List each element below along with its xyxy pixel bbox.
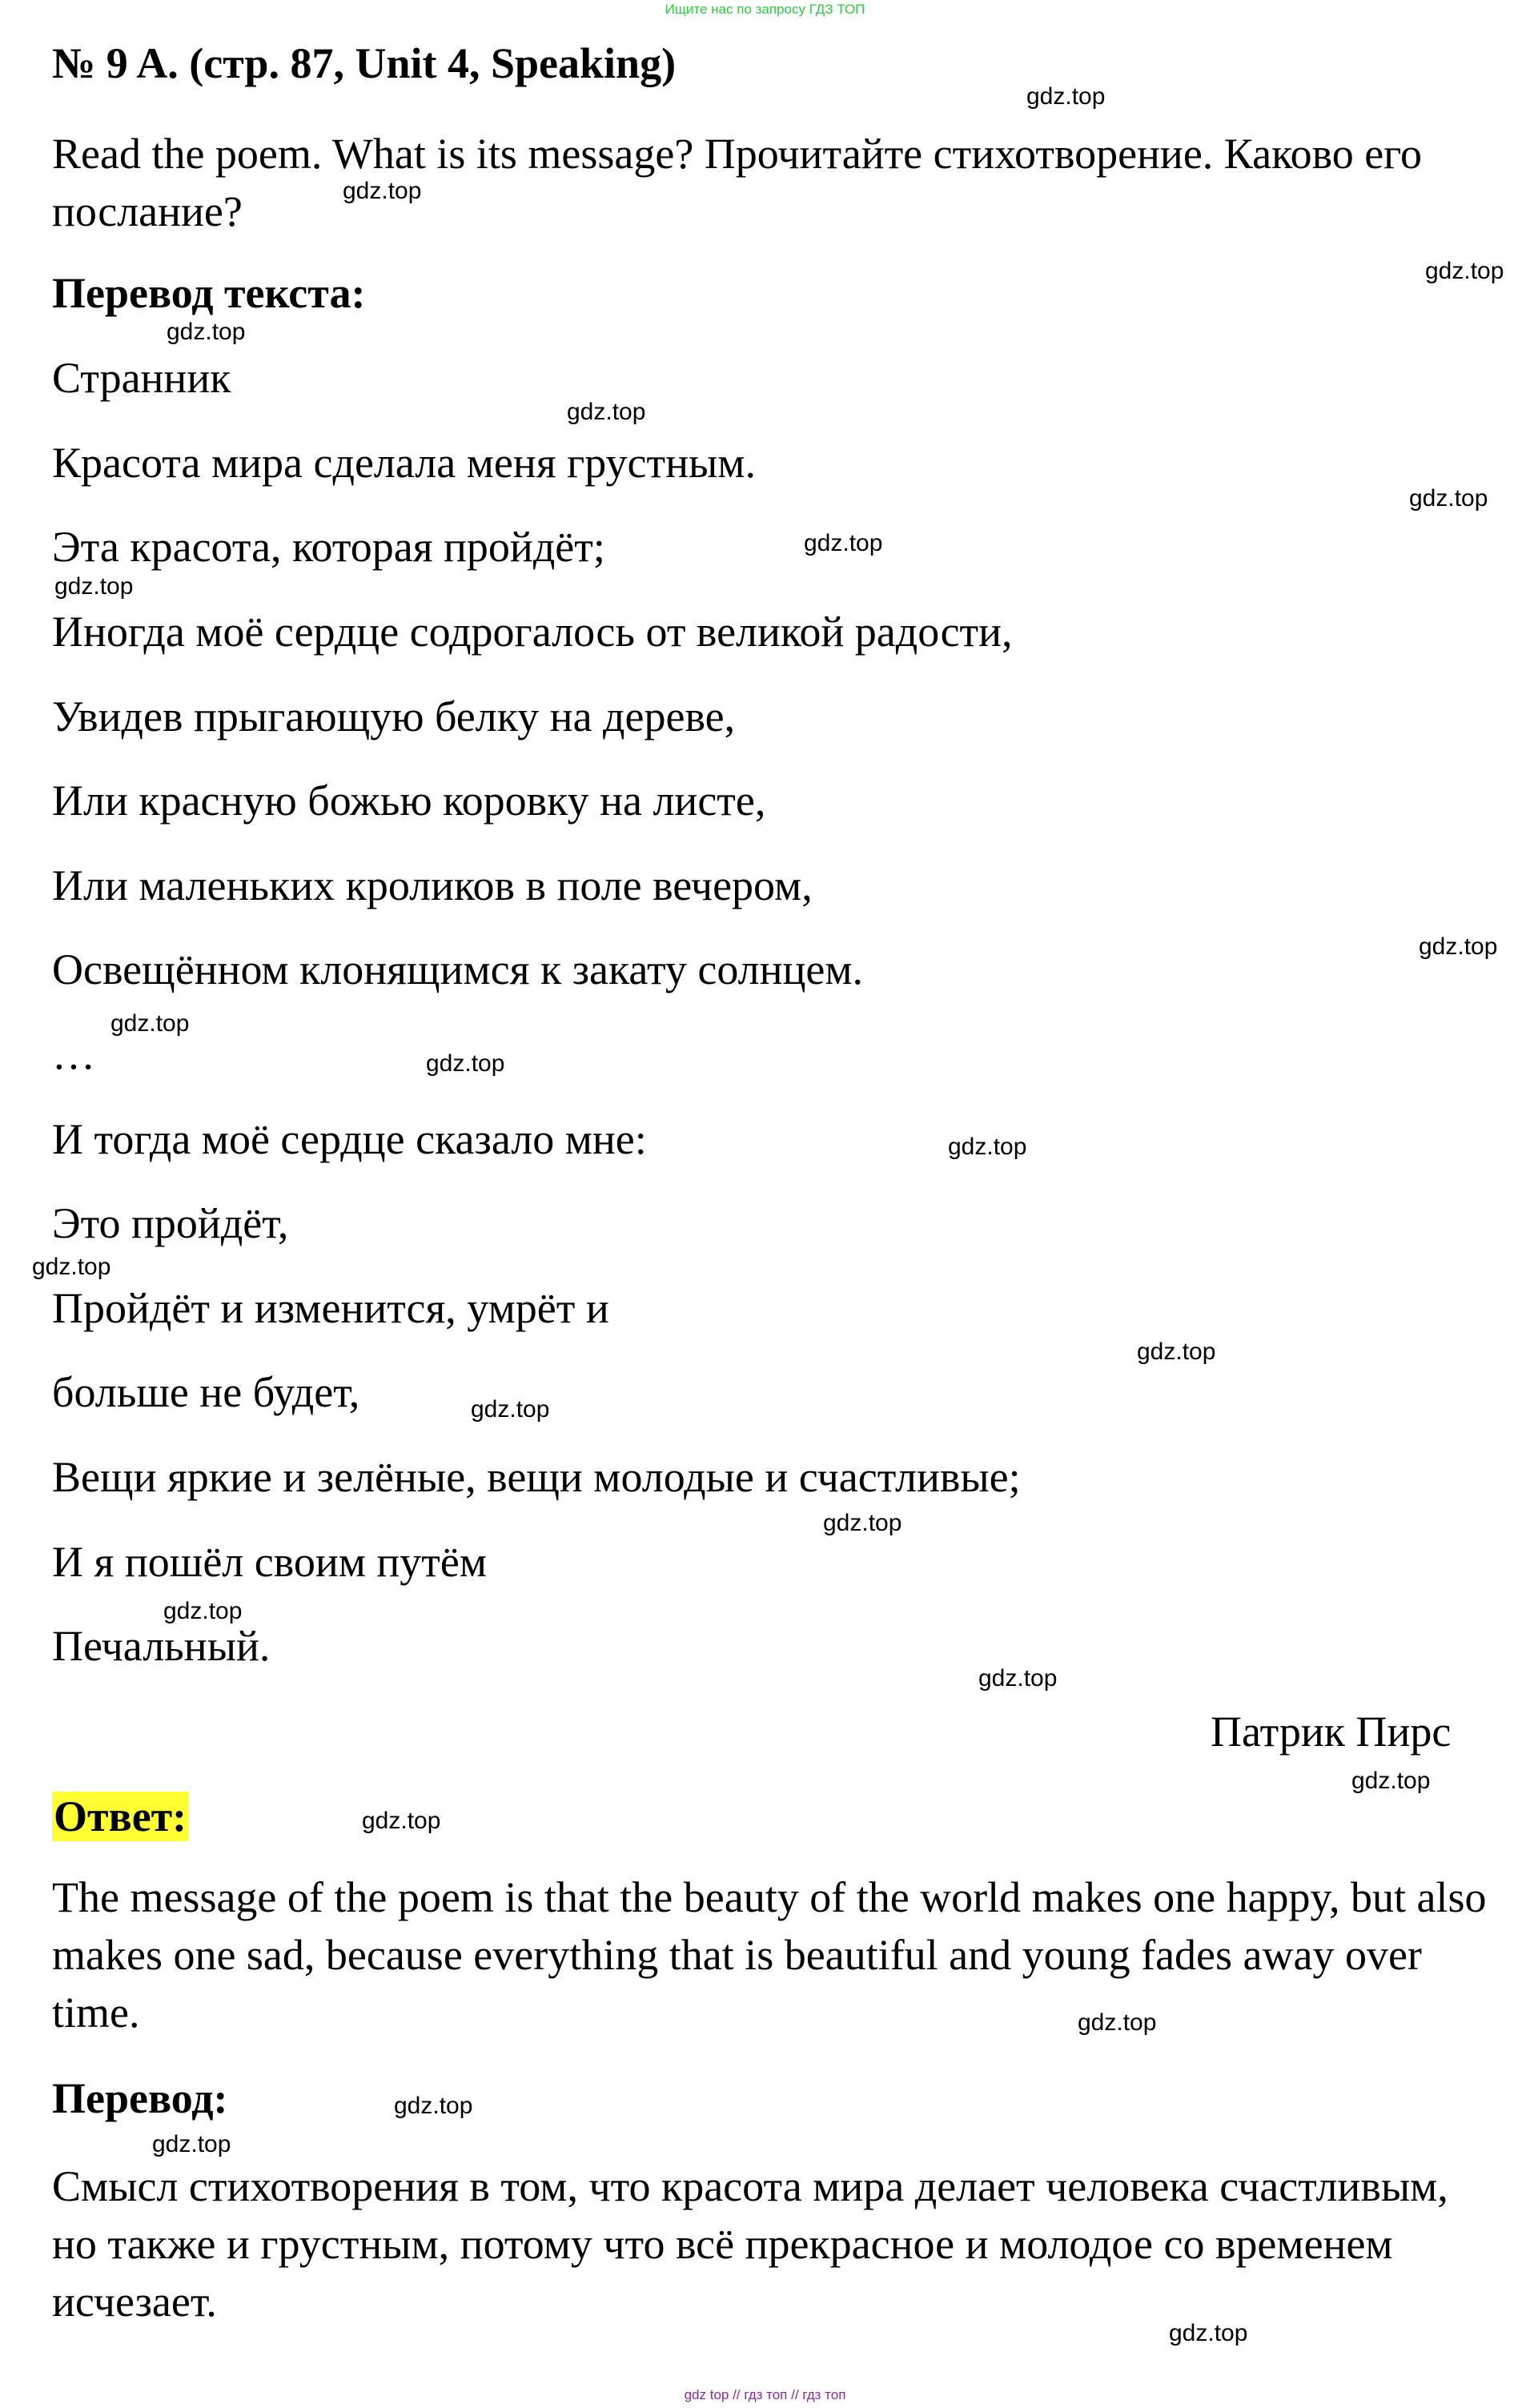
watermark: gdz.top bbox=[1419, 933, 1498, 960]
poem-line: Это пройдёт, bbox=[52, 1199, 289, 1247]
watermark: gdz.top bbox=[948, 1134, 1027, 1160]
poem-ellipsis: … bbox=[52, 1030, 95, 1078]
watermark: gdz.top bbox=[167, 319, 246, 345]
poem-line: И тогда моё сердце сказало мне: bbox=[52, 1115, 647, 1163]
footer-watermark: gdz top // гдз топ // гдз топ bbox=[684, 2387, 846, 2402]
watermark: gdz.top bbox=[32, 1254, 111, 1280]
poem-author: Патрик Пирс bbox=[1211, 1708, 1452, 1756]
answer-label: Ответ: bbox=[54, 1792, 187, 1840]
poem-line: Освещённом клонящимся к закату солнцем. bbox=[52, 945, 864, 993]
poem-line: Вещи яркие и зелёные, вещи молодые и счастливые; bbox=[52, 1453, 1021, 1501]
answer-text: The message of the poem is that the beauty of the world makes one happy, but also makes one sad, because everything that is beautiful and young fades away over time. bbox=[52, 1873, 1487, 2037]
watermark: gdz.top bbox=[110, 1010, 190, 1037]
poem-line: Или маленьких кроликов в поле вечером, bbox=[52, 861, 813, 909]
watermark: gdz.top bbox=[1425, 258, 1504, 284]
poem-line: Или красную божью коровку на листе, bbox=[52, 777, 766, 825]
poem-line: Пройдёт и изменится, умрёт и bbox=[52, 1284, 609, 1332]
watermark: gdz.top bbox=[804, 530, 883, 556]
poem-line: Печальный. bbox=[52, 1622, 271, 1670]
watermark: gdz.top bbox=[1351, 1768, 1431, 1794]
watermark: gdz.top bbox=[343, 178, 422, 204]
page-title: № 9 A. (стр. 87, Unit 4, Speaking) bbox=[52, 39, 677, 87]
poem-line: Увидев прыгающую белку на дереве, bbox=[52, 692, 736, 740]
poem-line: Красота мира сделала меня грустным. bbox=[52, 439, 756, 487]
watermark: gdz.top bbox=[823, 1510, 902, 1536]
watermark: gdz.top bbox=[1137, 1338, 1216, 1365]
watermark: gdz.top bbox=[54, 573, 134, 600]
poem-line: больше не будет, bbox=[52, 1368, 360, 1416]
poem-line: Странник bbox=[52, 354, 231, 402]
watermark: gdz.top bbox=[978, 1665, 1058, 1692]
poem-line: Иногда моё сердце содрогалось от великой радости, bbox=[52, 608, 1013, 656]
watermark: gdz.top bbox=[1078, 2009, 1157, 2036]
watermark: gdz.top bbox=[426, 1050, 505, 1077]
translation-heading: Перевод текста: bbox=[52, 269, 366, 317]
task-text: Read the poem. What is its message? Прочитайте стихотворение. Каково его послание? bbox=[52, 130, 1422, 235]
watermark: gdz.top bbox=[1026, 83, 1106, 110]
watermark: gdz.top bbox=[1409, 485, 1488, 512]
watermark: gdz.top bbox=[152, 2131, 231, 2157]
poem-line: И я пошёл своим путём bbox=[52, 1538, 488, 1586]
perevod-heading: Перевод: bbox=[52, 2074, 228, 2122]
perevod-text: Смысл стихотворения в том, что красота мира делает человека счастливым, но также и грустным, потому что всё прекрасное и молодое со временем исчезает. bbox=[52, 2162, 1448, 2326]
watermark: gdz.top bbox=[362, 1808, 441, 1834]
poem-line: Эта красота, которая пройдёт; bbox=[52, 523, 605, 571]
top-banner: Ищите нас по запросу ГДЗ ТОП bbox=[665, 2, 865, 17]
watermark: gdz.top bbox=[1169, 2320, 1248, 2346]
watermark: gdz.top bbox=[394, 2093, 473, 2119]
watermark: gdz.top bbox=[471, 1396, 550, 1423]
watermark: gdz.top bbox=[567, 399, 646, 425]
watermark: gdz.top bbox=[163, 1598, 243, 1624]
